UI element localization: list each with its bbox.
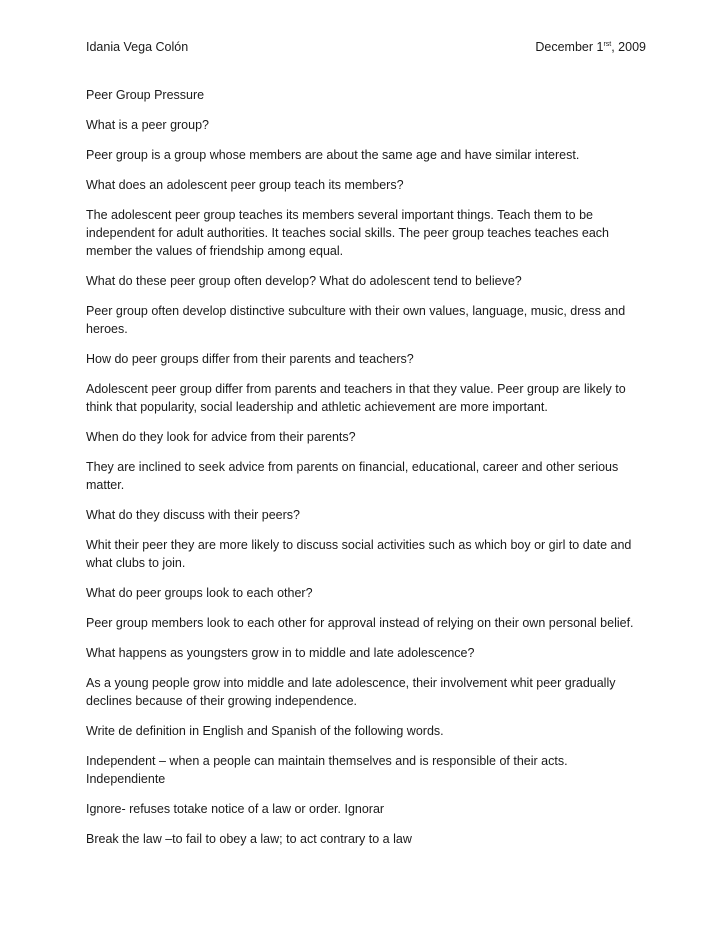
question-peer-group: What is a peer group? <box>86 118 209 132</box>
question-what-they-develop: What do these peer group often develop? What do adolescent tend to believe? <box>86 274 522 288</box>
answer-discuss-with-peers: Whit their peer they are more likely to discuss social activities such as which boy or girl to date and what clubs to join. <box>86 538 632 570</box>
page-header <box>86 40 646 60</box>
question-look-to-each-other: What do peer groups look to each other? <box>86 586 313 600</box>
definition-independent: Independent – when a people can maintain themselves and is responsible of their acts. Independiente <box>86 754 568 786</box>
date-ordinal-suffix: rst <box>603 40 612 48</box>
question-advice-from-parents: When do they look for advice from their parents? <box>86 430 356 444</box>
document-page <box>86 0 646 942</box>
question-discuss-with-peers: What do they discuss with their peers? <box>86 508 300 522</box>
document-body <box>86 86 646 860</box>
date-year: , 2009 <box>611 40 646 54</box>
answer-advice-from-parents: They are inclined to seek advice from parents on financial, educational, career and other serious matter. <box>86 460 619 492</box>
question-what-peer-group-teaches: What does an adolescent peer group teach its members? <box>86 178 404 192</box>
answer-middle-late-adolescence: As a young people grow into middle and late adolescence, their involvement whit peer gradually declines because of their growing independence. <box>86 676 616 708</box>
definitions-instruction: Write de definition in English and Spanish of the following words. <box>86 724 444 738</box>
author-name: Idania Vega Colón <box>86 40 189 54</box>
question-middle-late-adolescence: What happens as youngsters grow in to middle and late adolescence? <box>86 646 475 660</box>
document-title: Peer Group Pressure <box>86 88 205 102</box>
answer-peer-group: Peer group is a group whose members are about the same age and have similar interest. <box>86 148 580 162</box>
definition-ignore: Ignore- refuses totake notice of a law or order. Ignorar <box>86 802 385 816</box>
date-prefix: December 1 <box>535 40 604 54</box>
document-date <box>535 40 646 54</box>
answer-what-they-develop: Peer group often develop distinctive subculture with their own values, language, music, dress and heroes. <box>86 304 626 336</box>
answer-look-to-each-other: Peer group members look to each other for approval instead of relying on their own personal belief. <box>86 616 634 630</box>
answer-what-peer-group-teaches: The adolescent peer group teaches its members several important things. Teach them to be independent for adult authorities. It teaches social skills. The peer group teaches teaches each member the values of friendship among equal. <box>86 208 610 258</box>
answer-how-they-differ: Adolescent peer group differ from parents and teachers in that they value. Peer group are likely to think that popularity, social leadership and athletic achievement are more important. <box>86 382 626 414</box>
definition-break-the-law: Break the law –to fail to obey a law; to act contrary to a law <box>86 832 412 846</box>
question-how-they-differ: How do peer groups differ from their parents and teachers? <box>86 352 414 366</box>
